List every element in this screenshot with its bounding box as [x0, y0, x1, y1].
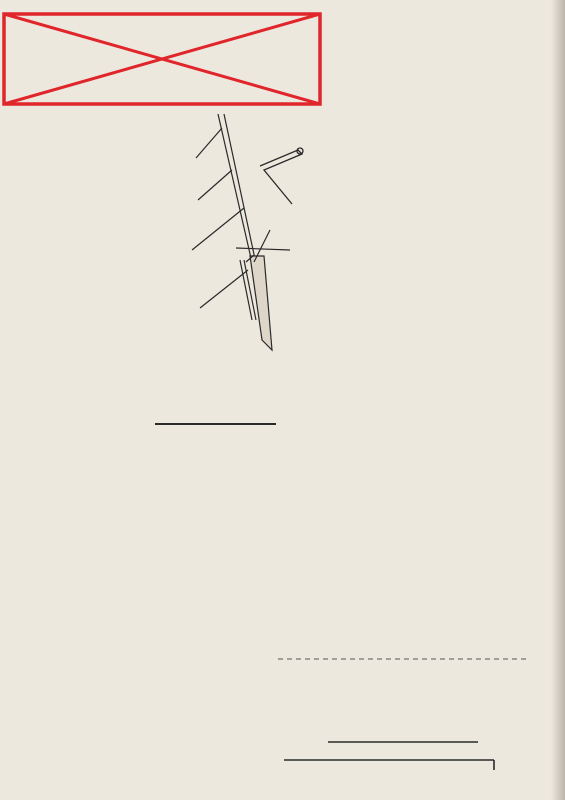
part-167-drawing — [260, 148, 303, 204]
reja-bom-drawing — [284, 742, 494, 770]
bukszpryt-drawing — [192, 114, 290, 350]
redaction-box — [4, 14, 320, 104]
